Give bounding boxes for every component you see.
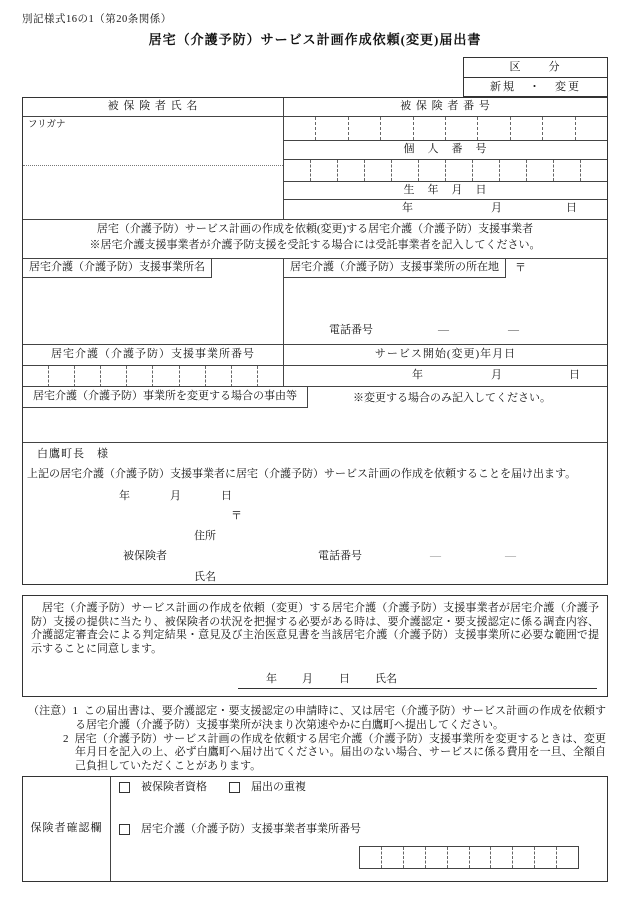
digit-cell[interactable]	[380, 117, 412, 140]
digit-cell[interactable]	[477, 117, 509, 140]
postal-mark: 〒	[515, 262, 526, 274]
office-name-cell[interactable]	[23, 259, 284, 344]
category-header: 区 分	[464, 58, 607, 78]
insured-status-label: 被保険者資格	[141, 781, 207, 793]
month-label: 月	[302, 673, 313, 685]
digit-cell[interactable]	[391, 160, 418, 181]
provider-heading-note: ※居宅介護支援事業者が介護予防支援を受託する場合には受託事業者を記入してください。	[89, 238, 541, 251]
consent-name-label: 氏名	[375, 673, 397, 685]
digit-cell[interactable]	[179, 366, 205, 387]
office-number-cells[interactable]	[23, 366, 283, 387]
digit-cell[interactable]	[364, 160, 391, 181]
insured-number-cells[interactable]	[284, 117, 607, 141]
confirmation-check-row-2	[119, 823, 361, 837]
day-label: 日	[339, 673, 350, 685]
digit-cell[interactable]	[512, 847, 534, 868]
note-number: 1	[72, 705, 78, 717]
insured-name-field[interactable]	[23, 117, 283, 218]
digit-cell[interactable]	[580, 160, 607, 181]
consent-sign-field[interactable]	[238, 673, 597, 689]
digit-cell[interactable]	[126, 366, 152, 387]
insured-status-checkbox[interactable]	[119, 782, 130, 793]
office-number-check-label: 居宅介護（介護予防）支援事業者事業所番号	[141, 823, 361, 835]
day-label: 日	[566, 202, 577, 214]
digit-cell[interactable]	[310, 160, 337, 181]
birthdate-field[interactable]	[284, 200, 607, 219]
month-label: 月	[491, 202, 502, 214]
page-title: 居宅（介護予防）サービス計画作成依頼(変更)届出書	[148, 32, 482, 47]
consent-box	[22, 595, 608, 697]
office-name-label: 居宅介護（介護予防）支援事業所名	[23, 259, 212, 278]
digit-cell[interactable]	[284, 117, 315, 140]
digit-cell[interactable]	[490, 847, 512, 868]
service-start-cell	[284, 345, 607, 386]
digit-cell[interactable]	[403, 847, 425, 868]
digit-cell[interactable]	[413, 117, 445, 140]
declaration-row	[23, 442, 607, 585]
phone-label: 電話番号	[329, 324, 373, 336]
notes-prefix: （注意）	[28, 705, 73, 717]
declarant-insured-label: 被保険者	[123, 550, 167, 562]
note-text: この届出書は、要介護認定・要支援認定の申請時に、又は居宅（介護予防）サービス計画の作成を依頼する居宅介護（介護予防）支援事業所が決まり次第速やかに白鷹町へ提出してください。	[75, 705, 607, 731]
digit-cell[interactable]	[74, 366, 100, 387]
digit-cell[interactable]	[499, 160, 526, 181]
declarant-postal-mark[interactable]: 〒	[231, 510, 242, 522]
digit-cell[interactable]	[445, 117, 477, 140]
digit-cell[interactable]	[23, 366, 48, 387]
note-text: 居宅（介護予防）サービス計画の作成を依頼する居宅介護（介護予防）支援事業所を変更するときは、変更年月日を記入の上、必ず白鷹町へ届け出てください。届出のない場合、サービスに係る費用を一旦、全額自己負担していただくことがあります。	[74, 732, 606, 773]
digit-cell[interactable]	[348, 117, 380, 140]
confirmation-number-cells[interactable]	[359, 846, 579, 869]
furigana-label[interactable]: フリガナ	[23, 117, 283, 166]
digit-cell[interactable]	[231, 366, 257, 387]
digit-cell[interactable]	[100, 366, 126, 387]
day-label: 日	[569, 369, 580, 381]
phone-dash: ―	[505, 550, 516, 562]
digit-cell[interactable]	[360, 847, 381, 868]
change-reason-label: 居宅介護（介護予防）事業所を変更する場合の事由等	[23, 387, 308, 408]
provider-heading-row	[23, 219, 607, 258]
provider-office-row	[23, 258, 607, 344]
change-reason-row[interactable]	[23, 386, 607, 442]
digit-cell[interactable]	[534, 847, 556, 868]
form-code: 別記様式16の1（第20条関係）	[22, 14, 172, 25]
declarant-address-label[interactable]: 住所	[194, 530, 216, 542]
month-label: 月	[491, 369, 502, 381]
day-label: 日	[221, 490, 232, 502]
category-options[interactable]: 新規 ・ 変更	[490, 81, 581, 94]
declarant-phone-label[interactable]: 電話番号	[318, 550, 362, 562]
digit-cell[interactable]	[381, 847, 403, 868]
office-address-cell[interactable]	[284, 259, 607, 344]
duplicate-notification-checkbox[interactable]	[229, 782, 240, 793]
digit-cell[interactable]	[418, 160, 445, 181]
addressee: 白鷹町長 様	[37, 448, 109, 460]
digit-cell[interactable]	[284, 160, 310, 181]
digit-cell[interactable]	[575, 117, 607, 140]
office-address-label: 居宅介護（介護予防）支援事業所の所在地	[284, 259, 506, 278]
digit-cell[interactable]	[445, 160, 472, 181]
digit-cell[interactable]	[205, 366, 231, 387]
insured-name-header: 被 保 険 者 氏 名	[23, 98, 283, 117]
insured-number-column	[284, 98, 607, 219]
main-table	[22, 97, 608, 585]
digit-cell[interactable]	[425, 847, 447, 868]
confirmation-table	[22, 776, 608, 882]
insured-number-header: 被 保 険 者 番 号	[284, 98, 607, 117]
insured-name-column	[23, 98, 284, 219]
birthdate-header: 生 年 月 日	[284, 182, 607, 200]
digit-cell[interactable]	[315, 117, 347, 140]
provider-heading: 居宅（介護予防）サービス計画の作成を依頼(変更)する居宅介護（介護予防）支援事業者	[96, 223, 534, 235]
digit-cell[interactable]	[152, 366, 178, 387]
insured-row	[23, 98, 607, 219]
phone-dash: ―	[430, 550, 441, 562]
digit-cell[interactable]	[257, 366, 283, 387]
declarant-name-label[interactable]: 氏名	[194, 571, 216, 583]
office-phone-field[interactable]	[284, 324, 607, 339]
year-label: 年	[402, 202, 413, 214]
note-item-1	[28, 705, 606, 733]
confirmation-label: 保険者確認欄	[23, 777, 111, 881]
change-reason-note: ※変更する場合のみ記入してください。	[353, 392, 551, 404]
personal-number-cells[interactable]	[284, 160, 607, 182]
confirmation-body	[111, 777, 607, 881]
note-item-2	[28, 733, 606, 774]
service-start-date-field[interactable]	[284, 366, 607, 385]
digit-cell[interactable]	[447, 847, 469, 868]
phone-dash: ―	[438, 324, 449, 336]
declaration-statement: 上記の居宅介護（介護予防）支援事業者に居宅（介護予防）サービス計画の作成を依頼することを届け出ます。	[27, 468, 577, 480]
insured-name-blank[interactable]	[23, 166, 283, 218]
digit-cell[interactable]	[542, 117, 574, 140]
personal-number-header: 個 人 番 号	[284, 141, 607, 160]
year-label: 年	[412, 369, 423, 381]
office-number-header: 居宅介護（介護予防）支援事業所番号	[23, 345, 283, 366]
digit-cell[interactable]	[553, 160, 580, 181]
year-label: 年	[266, 673, 277, 685]
month-label: 月	[170, 490, 181, 502]
service-start-header: サービス開始(変更)年月日	[284, 345, 607, 366]
digit-cell[interactable]	[48, 366, 74, 387]
phone-dash: ―	[508, 324, 519, 336]
office-number-cell	[23, 345, 284, 386]
office-number-row	[23, 344, 607, 386]
digit-cell[interactable]	[472, 160, 499, 181]
digit-cell[interactable]	[337, 160, 364, 181]
duplicate-notification-label: 届出の重複	[251, 781, 306, 793]
office-number-checkbox[interactable]	[119, 824, 130, 835]
digit-cell[interactable]	[510, 117, 542, 140]
consent-text: 居宅（介護予防）サービス計画の作成を依頼（変更）する居宅介護（介護予防）支援事業者が居宅介護（介護予防）支援の提供に当たり、被保険者の状況を把握する必要がある時は、要介護認定・要支援認定に係る調査内容、介護認定審査会による判定結果・意見及び主治医意見書を当該居宅介護（介護予防）支援事業所に必要な範囲で提示することに同意します。	[31, 602, 599, 655]
category-box	[463, 57, 608, 97]
digit-cell[interactable]	[469, 847, 491, 868]
notes	[28, 705, 606, 774]
digit-cell[interactable]	[526, 160, 553, 181]
digit-cell[interactable]	[556, 847, 578, 868]
note-number: 2	[63, 732, 69, 745]
year-label: 年	[119, 490, 130, 502]
confirmation-check-row-1	[119, 781, 306, 795]
